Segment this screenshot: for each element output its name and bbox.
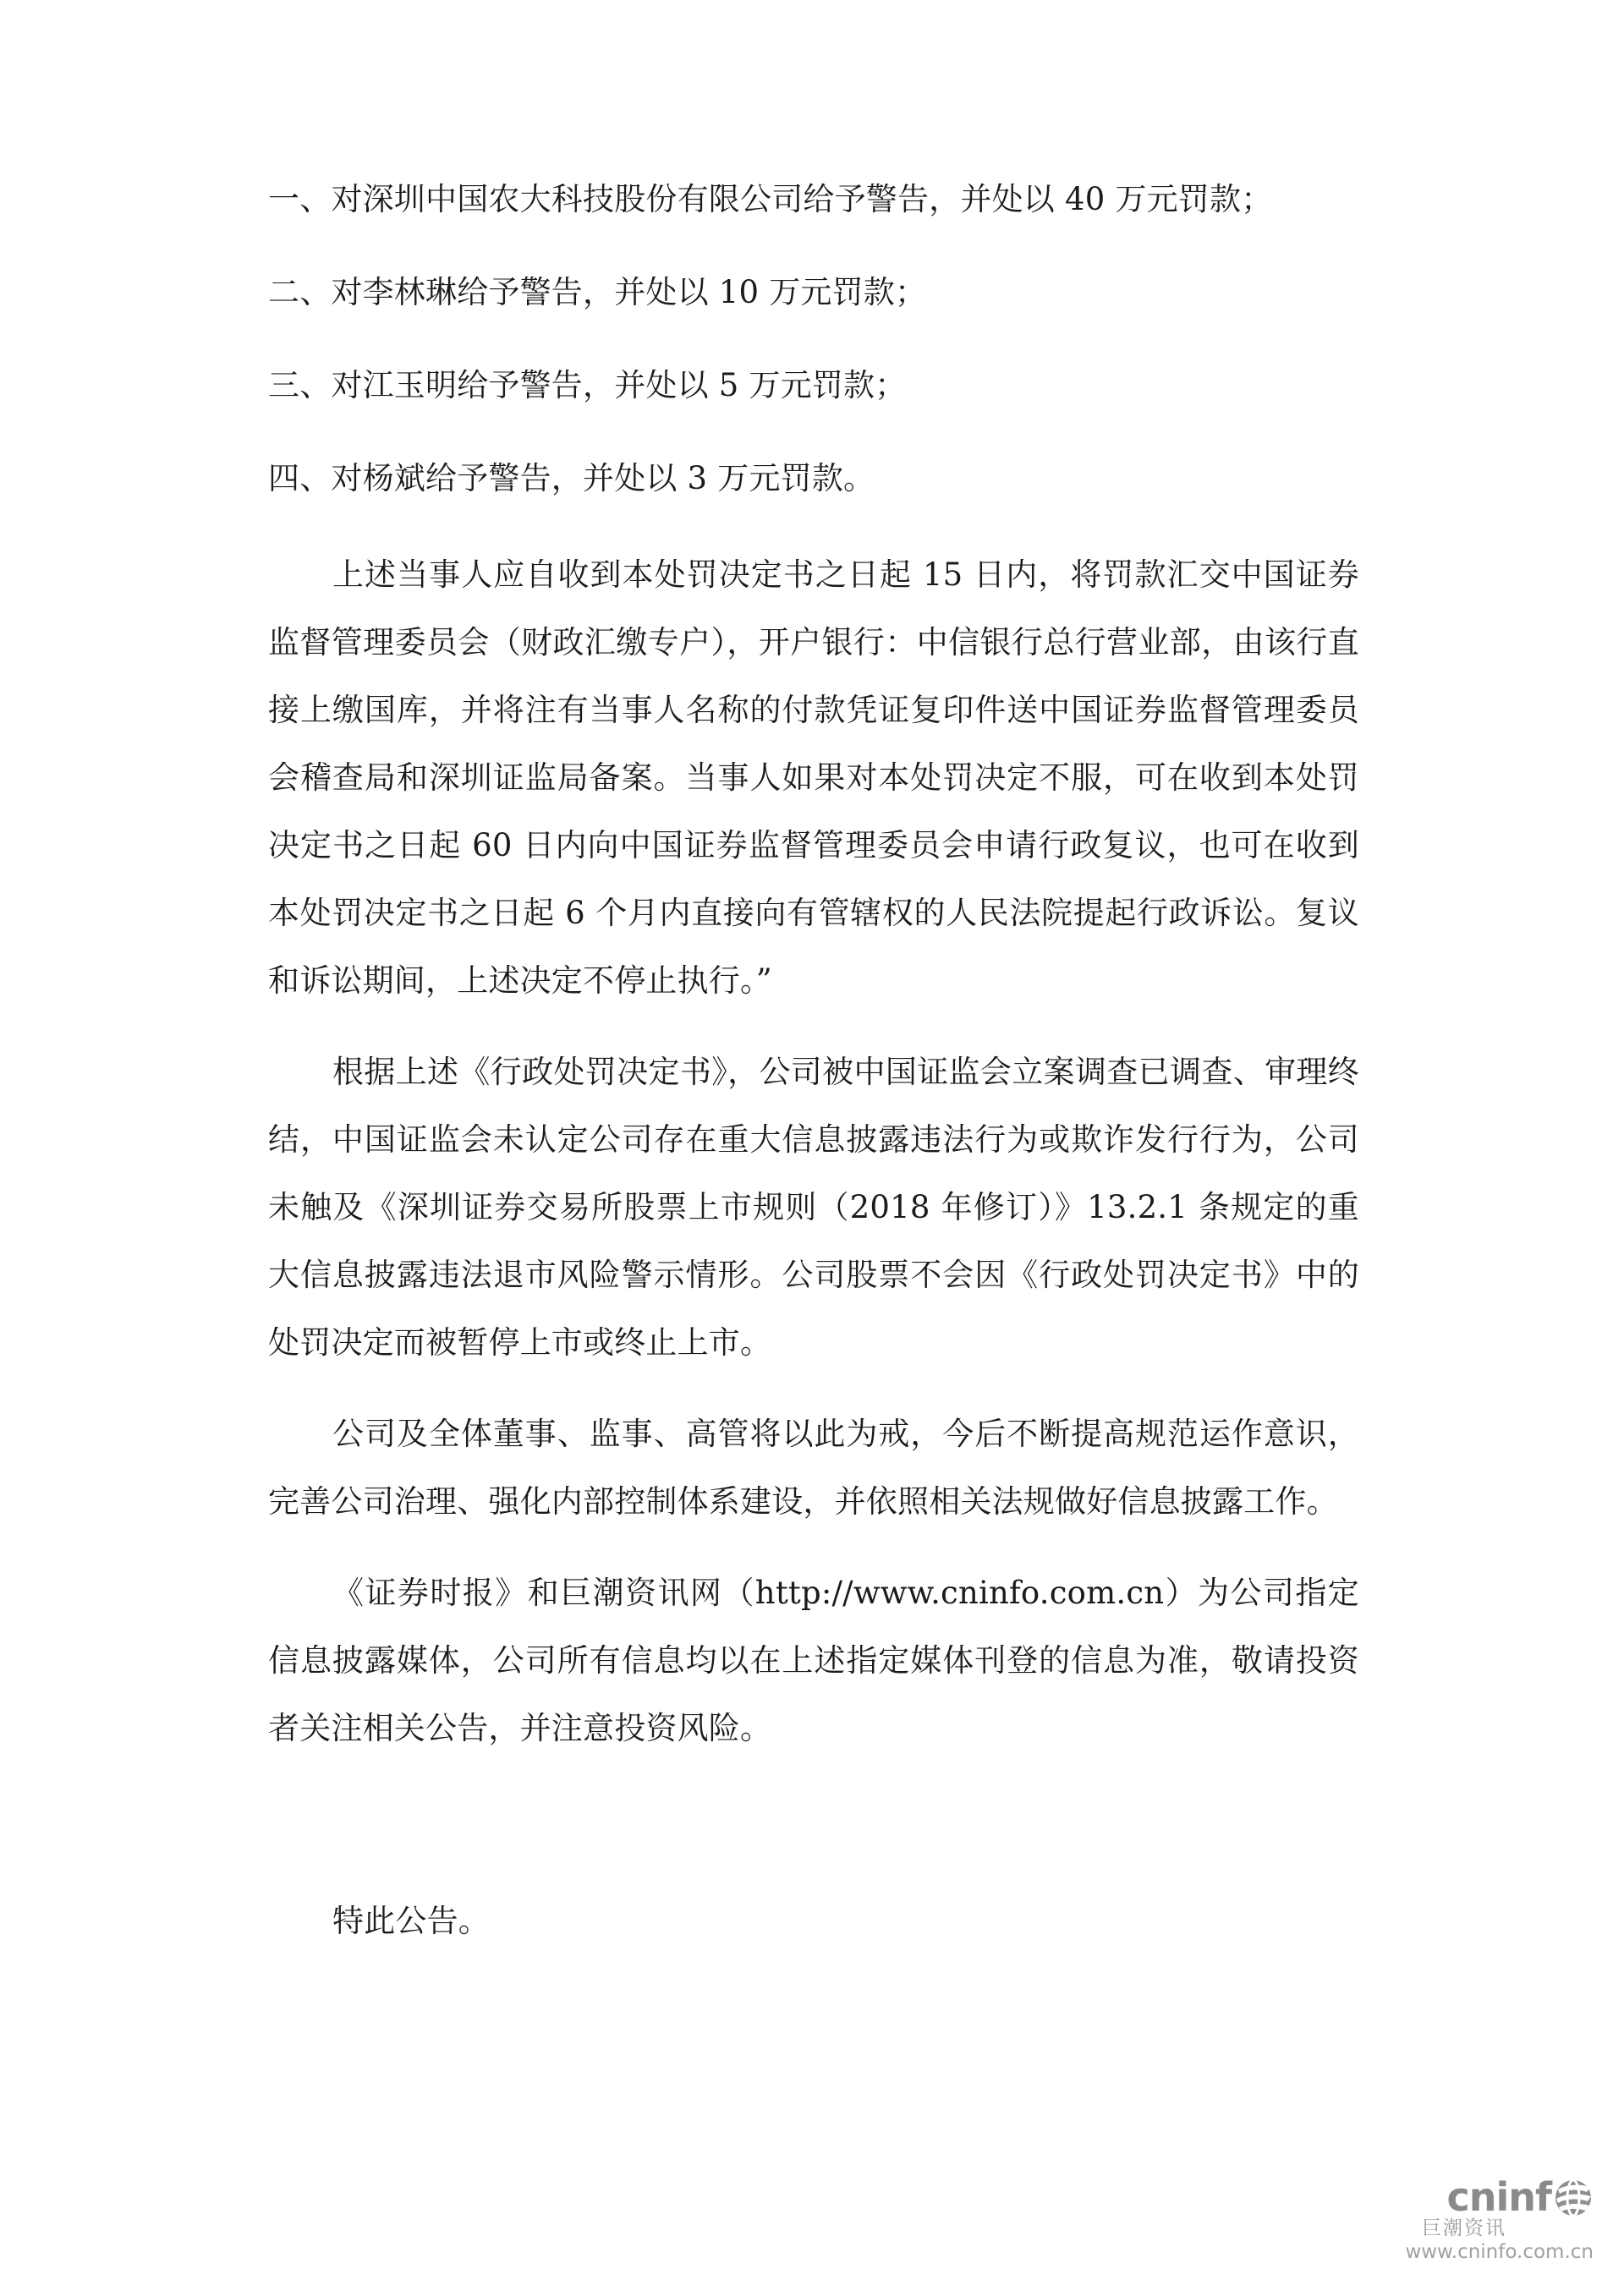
globe-icon	[1553, 2178, 1594, 2218]
logo-wordmark-row	[1380, 2174, 1594, 2220]
paragraph-payment-instructions: 上述当事人应自收到本处罚决定书之日起 15 日内，将罚款汇交中国证券监督管理委员会（财政汇缴专户），开户银行：中信银行总行营业部，由该行直接上缴国库，并将注有当事人名称的付款凭证复印件送中国证券监督管理委员会稽查局和深圳证监局备案。当事人如果对本处罚决定不服，可在收到本处罚决定书之日起 60 日内向中国证券监督管理委员会申请行政复议，也可在收到本处罚决定书之日起 6 个月内直接向有管辖权的人民法院提起行政诉讼。复议和诉讼期间，上述决定不停止执行。”	[268, 556, 1359, 999]
document-body	[268, 166, 1359, 1955]
penalty-item-2: 二、对李林琳给予警告，并处以 10 万元罚款；	[268, 274, 927, 310]
logo-website-url: www.cninfo.com.cn	[1405, 2241, 1594, 2263]
closing-statement: 特此公告。	[332, 1903, 490, 1939]
logo-wordmark-text: cninf	[1446, 2174, 1551, 2220]
paragraph-delisting-assessment: 根据上述《行政处罚决定书》，公司被中国证监会立案调查已调查、审理终结，中国证监会未认定公司存在重大信息披露违法行为或欺诈发行行为，公司未触及《深圳证券交易所股票上市规则（2018 年修订）》13.2.1 条规定的重大信息披露违法退市风险警示情形。公司股票不会因《行政处罚决定书》中的处罚决定而被暂停上市或终止上市。	[268, 1054, 1359, 1361]
paragraph-governance-commitment: 公司及全体董事、监事、高管将以此为戒，今后不断提高规范运作意识，完善公司治理、强化内部控制体系建设，并依照相关法规做好信息披露工作。	[268, 1416, 1359, 1520]
cninfo-logo	[1380, 2174, 1594, 2263]
penalty-item-1: 一、对深圳中国农大科技股份有限公司给予警告，并处以 40 万元罚款；	[268, 181, 1273, 217]
penalty-item-4: 四、对杨斌给予警告，并处以 3 万元罚款。	[268, 460, 875, 496]
closing-spacer	[268, 1786, 1359, 1888]
penalty-item-3: 三、对江玉明给予警告，并处以 5 万元罚款；	[268, 367, 907, 403]
paragraph-designated-media: 《证券时报》和巨潮资讯网（http://www.cninfo.com.cn）为公司指定信息披露媒体，公司所有信息均以在上述指定媒体刊登的信息为准，敬请投资者关注相关公告，并注意投资风险。	[268, 1575, 1359, 1746]
logo-chinese-name: 巨潮资讯	[1422, 2217, 1506, 2239]
